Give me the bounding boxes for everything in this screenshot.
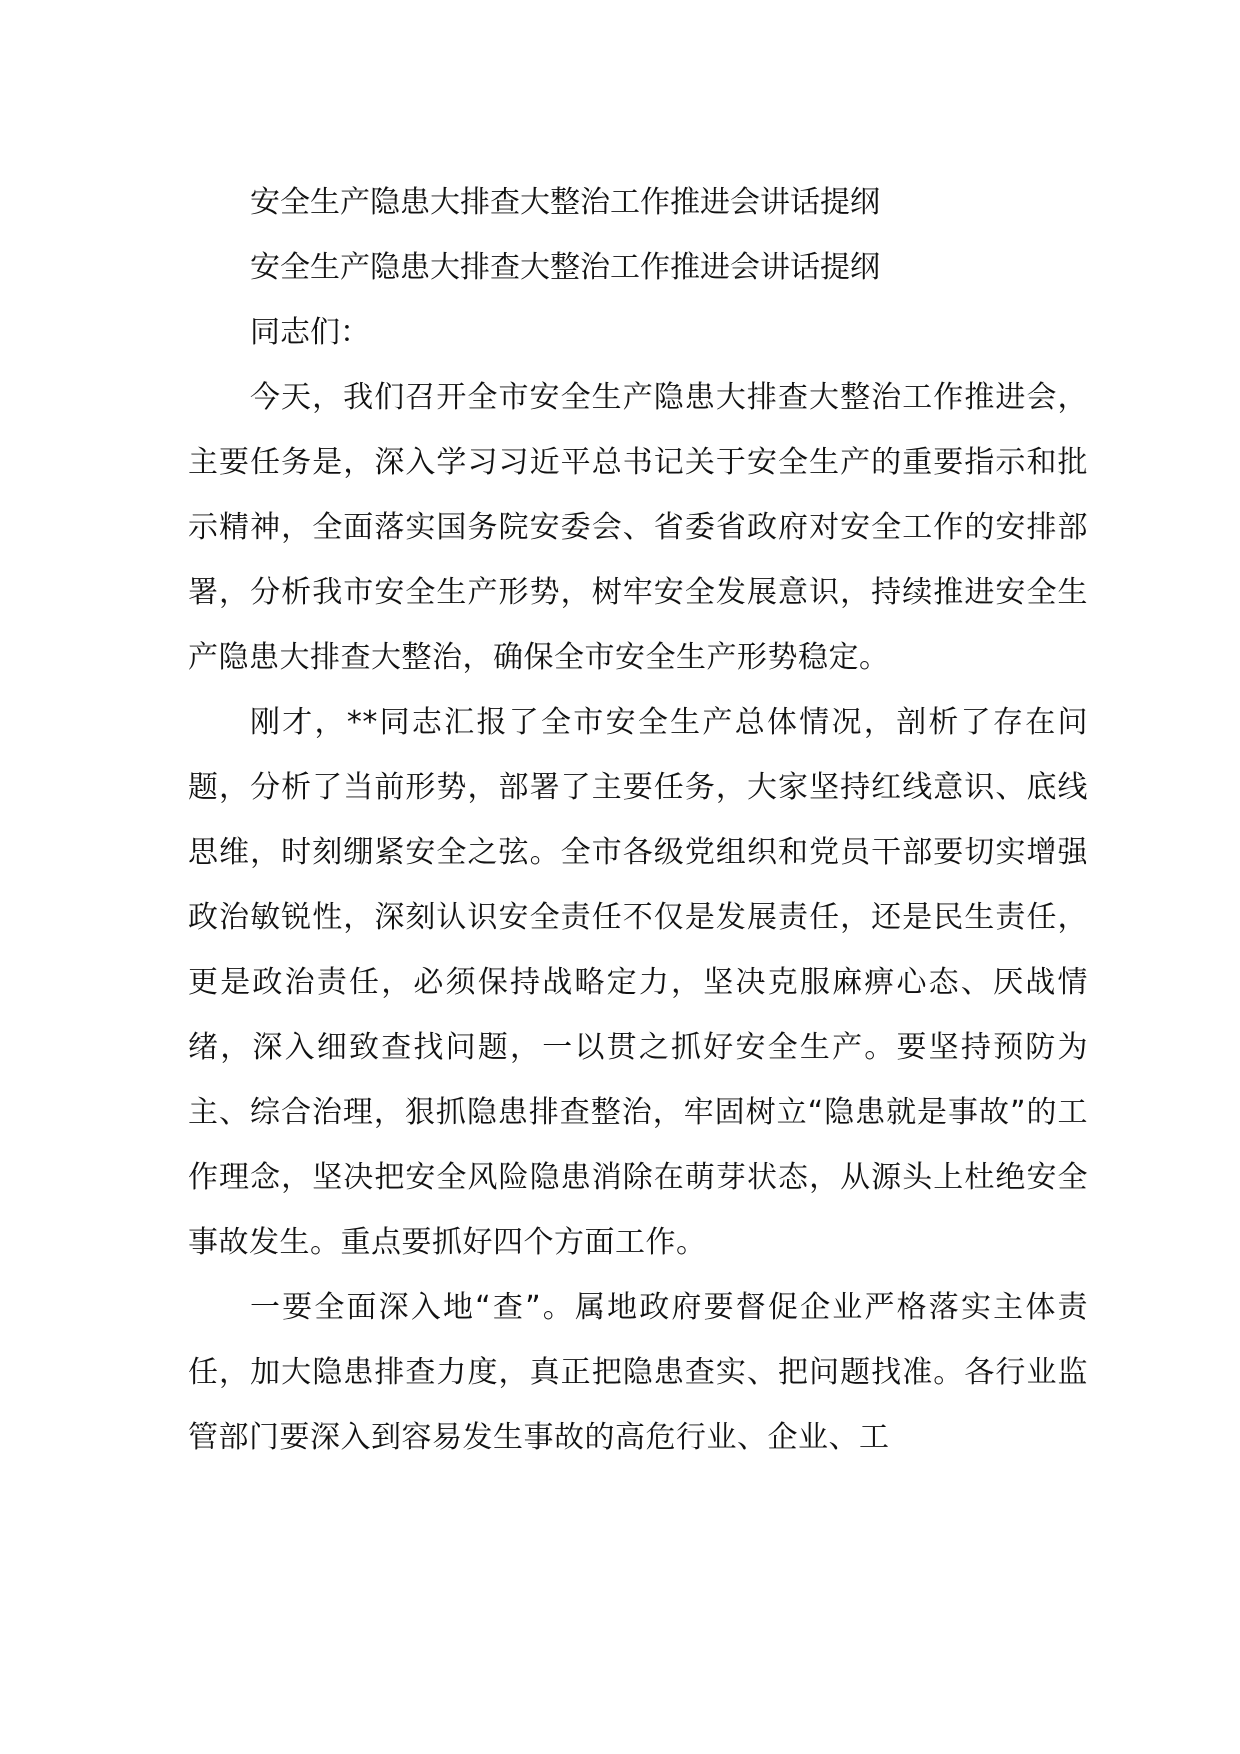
- paragraph-summary: 刚才，**同志汇报了全市安全生产总体情况，剖析了存在问题，分析了当前形势，部署了主要任务，大家坚持红线意识、底线思维，时刻绷紧安全之弦。全市各级党组织和党员干部要切实增强政治敏锐性，深刻认识安全责任不仅是发展责任，还是民生责任，更是政治责任，必须保持战略定力，坚决克服麻痹心态、厌战情绪，深入细致查找问题，一以贯之抓好安全生产。要坚持预防为主、综合治理，狠抓隐患排查整治，牢固树立“隐患就是事故”的工作理念，坚决把安全风险隐患消除在萌芽状态，从源头上杜绝安全事故发生。重点要抓好四个方面工作。: [188, 705, 1088, 1260]
- paragraph-point-one: 一要全面深入地“查”。属地政府要督促企业严格落实主体责任，加大隐患排查力度，真正把隐患查实、把问题找准。各行业监管部门要深入到容易发生事故的高危行业、企业、工: [188, 1290, 1088, 1455]
- document-subtitle: 安全生产隐患大排查大整治工作推进会讲话提纲: [250, 250, 880, 285]
- document-body: [188, 170, 1088, 1470]
- document-title: 安全生产隐患大排查大整治工作推进会讲话提纲: [250, 185, 880, 220]
- salutation: 同志们：: [250, 315, 370, 350]
- paragraph-intro: 今天，我们召开全市安全生产隐患大排查大整治工作推进会，主要任务是，深入学习习近平总书记关于安全生产的重要指示和批示精神，全面落实国务院安委会、省委省政府对安全工作的安排部署，分析我市安全生产形势，树牢安全发展意识，持续推进安全生产隐患大排查大整治，确保全市安全生产形势稳定。: [188, 380, 1088, 675]
